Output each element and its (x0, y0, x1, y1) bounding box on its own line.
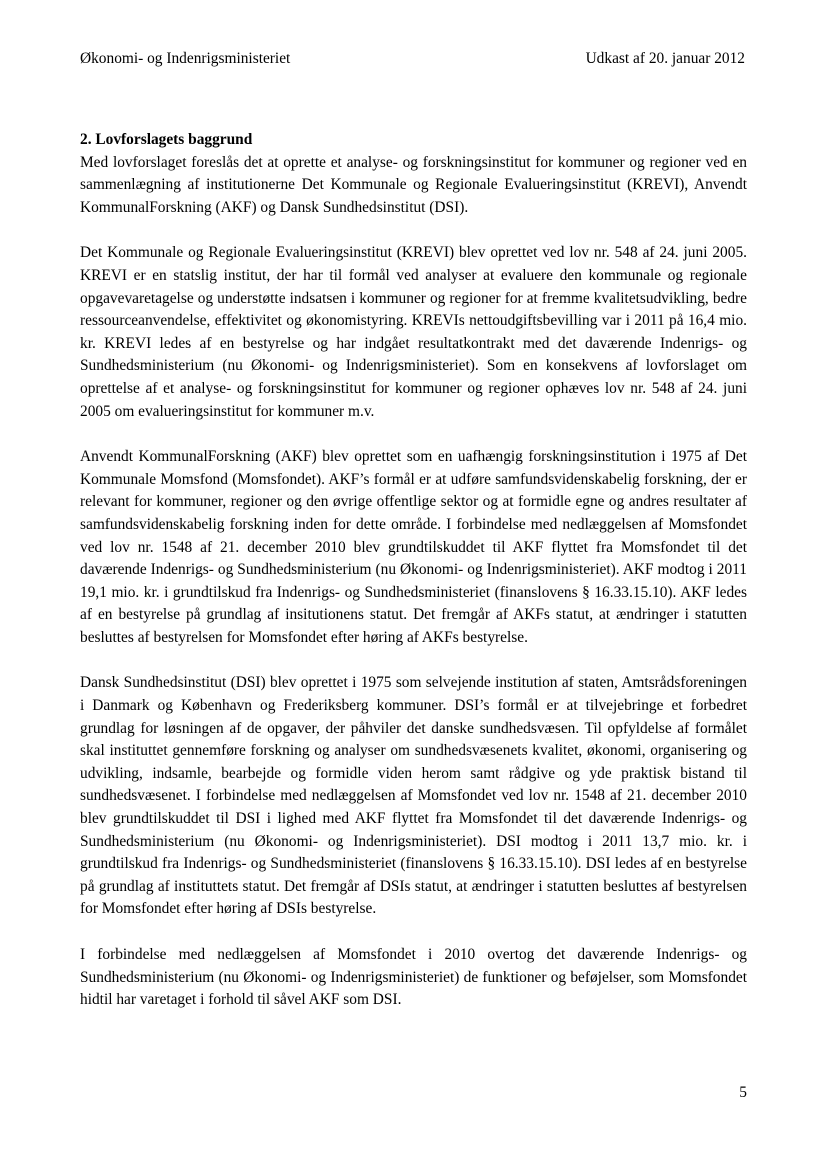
header-draft-date: Udkast af 20. januar 2012 (585, 50, 745, 67)
paragraph-krevi: Det Kommunale og Regionale Evalueringsinstitut (KREVI) blev oprettet ved lov nr. 548 af 24. juni 2005. KREVI er en statslig institut, der har til formål ved analyser at evaluere den kommunale og regionale opgavevaretagelse og understøtte indsatsen i kommuner og regioner for at fremme kvalitetsudvikling, bedre ressourceanvendelse, effektivitet og økonomistyring. KREVIs nettoudgiftsbevilling var i 2011 på 16,4 mio. kr. KREVI ledes af en bestyrelse og har indgået resultatkontrakt med det daværende Indenrigs- og Sundhedsministerium (nu Økonomi- og Indenrigsministeriet). Som en konsekvens af lovforslaget om oprettelse af et analyse- og forskningsinstitut for kommuner og regioner ophæves lov nr. 548 af 24. juni 2005 om evalueringsinstitut for kommuner m.v. (80, 244, 747, 420)
paragraph-dsi: Dansk Sundhedsinstitut (DSI) blev oprettet i 1975 som selvejende institution af staten, Amtsrådsforeningen i Danmark og København og Frederiksberg kommuner. DSI’s formål er at tilvejebringe et forbedret grundlag for løsningen af de opgaver, der påhviler det danske sundhedsvæsen. Til opfyldelse af formålet skal instituttet gennemføre forskning og analyser om sundhedsvæsenets kvalitet, økonomi, organisering og udvikling, indsamle, bearbejde og formidle viden herom samt rådgive og yde praktisk bistand til sundhedsvæsenet. I forbindelse med nedlæggelsen af Momsfondet ved lov nr. 1548 af 21. december 2010 blev grundtilskuddet til DSI i lighed med AKF flyttet fra Momsfondet til det daværende Indenrigs- og Sundhedsministerium (nu Økonomi- og Indenrigsministeriet). DSI modtog i 2011 13,7 mio. kr. i grundtilskud fra Indenrigs- og Sundhedsministeriet (finanslovens § 16.33.15.10). DSI ledes af en bestyrelse på grundlag af instituttets statut. Det fremgår af DSIs statut, at ændringer i statutten besluttes af bestyrelsen for Momsfondet efter høring af DSIs bestyrelse. (80, 674, 747, 918)
page-number: 5 (739, 1084, 747, 1101)
section-heading: 2. Lovforslagets baggrund (80, 131, 253, 148)
paragraph-akf: Anvendt KommunalForskning (AKF) blev oprettet som en uafhængig forskningsinstitution i 1975 af Det Kommunale Momsfond (Momsfondet). AKF’s formål er at udføre samfundsvidenskabelig forskning, der er relevant for kommuner, regioner og den øvrige offentlige sektor og at formidle egne og andres resultater af samfundsvidenskabelig forskning inden for dette område. I forbindelse med nedlæggelsen af Momsfondet ved lov nr. 1548 af 21. december 2010 blev grundtilskuddet til AKF flyttet fra Momsfondet til det daværende Indenrigs- og Sundhedsministerium (nu Økonomi- og Indenrigsministeriet). AKF modtog i 2011 19,1 mio. kr. i grundtilskud fra Indenrigs- og Sundhedsministeriet (finanslovens § 16.33.15.10). AKF ledes af en bestyrelse på grundlag af insitutionens statut. Det fremgår af AKFs statut, at ændringer i statutten besluttes af bestyrelsen for Momsfondet efter høring af AKFs bestyrelse. (80, 448, 747, 646)
paragraph-intro: Med lovforslaget foreslås det at oprette et analyse- og forskningsinstitut for kommuner og regioner ved en sammenlægning af institutionerne Det Kommunale og Regionale Evalueringsinstitut (KREVI), Anvendt KommunalForskning (AKF) og Dansk Sundhedsinstitut (DSI). (80, 153, 747, 216)
paragraph-momsfond: I forbindelse med nedlæggelsen af Momsfondet i 2010 overtog det daværende Indenrigs- og Sundhedsministerium (nu Økonomi- og Indenrigsministeriet) de funktioner og beføjelser, som Momsfondet hidtil har varetaget i forhold til såvel AKF som DSI. (80, 946, 747, 1009)
document-body (80, 129, 747, 1035)
header-ministry: Økonomi- og Indenrigsministeriet (80, 50, 291, 67)
page-header (80, 48, 745, 70)
